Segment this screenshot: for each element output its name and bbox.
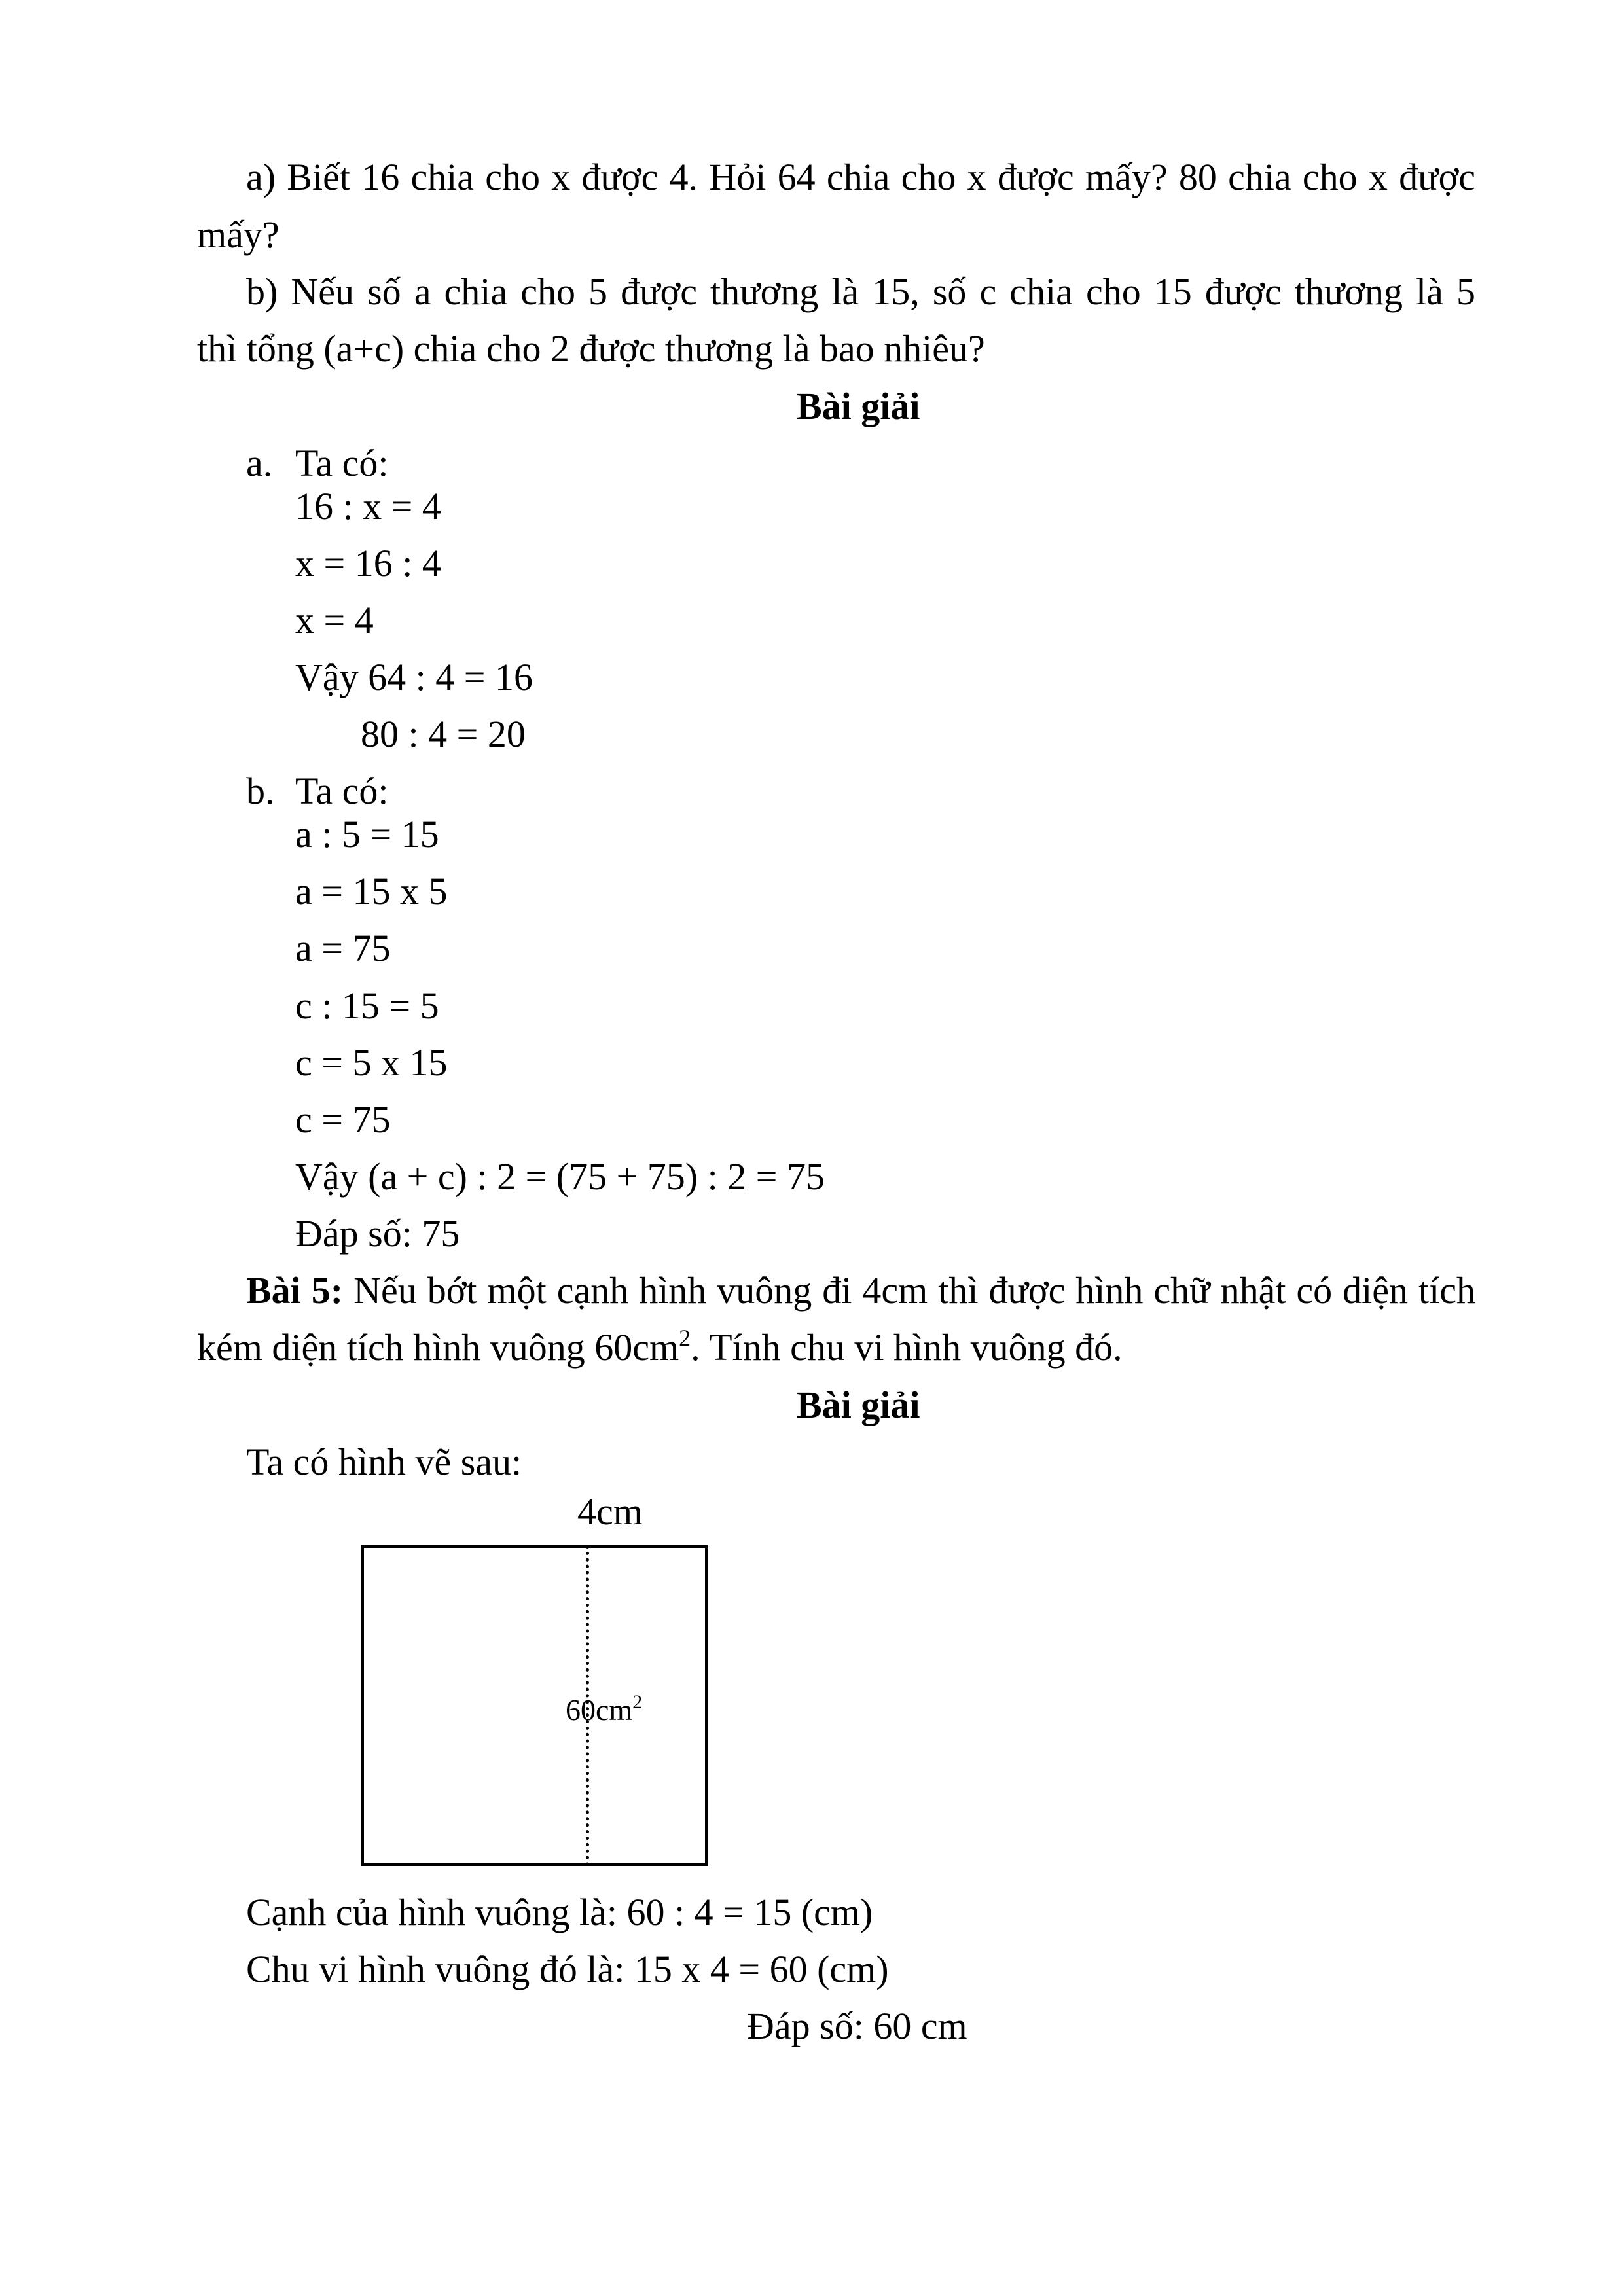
problem-5-label: Bài 5: [246, 1269, 344, 1312]
part-a-text-line1: a) Biết 16 chia cho x được 4. Hỏi 64 chia cho x được mấy? 80 chia cho x được [246, 156, 1475, 198]
square-figure [361, 1545, 708, 1866]
area-value: 60cm [566, 1693, 633, 1727]
solution-line: Cạnh của hình vuông là: 60 : 4 = 15 (cm) [246, 1891, 873, 1933]
figure-top-label: 4cm [577, 1490, 643, 1533]
solution-a-step: x = 16 : 4 [295, 542, 441, 584]
solution-b-intro: Ta có: [295, 770, 389, 812]
solution-a-step: 16 : x = 4 [295, 485, 441, 528]
part-b-text-line2: thì tổng (a+c) chia cho 2 được thương là bao nhiêu? [197, 327, 985, 370]
superscript: 2 [679, 1325, 691, 1351]
problem-5-line1 [246, 1268, 1475, 1314]
problem-5-line2 [197, 1325, 1123, 1371]
final-answer: Đáp số: 60 cm [747, 2005, 967, 2047]
solution-b-answer: Đáp số: 75 [295, 1212, 460, 1255]
problem-5-text-after: . Tính chu vi hình vuông đó. [691, 1326, 1123, 1369]
figure-area-label [566, 1692, 642, 1729]
solution-line: Chu vi hình vuông đó là: 15 x 4 = 60 (cm) [246, 1948, 889, 1990]
solution-a-step: x = 4 [295, 599, 374, 641]
solution-a-step: 80 : 4 = 20 [361, 713, 526, 755]
solution-b-step: a = 15 x 5 [295, 870, 448, 912]
solution-b-step: a = 75 [295, 927, 391, 969]
solution-b-step: c = 75 [295, 1098, 391, 1141]
solution-b-step: a : 5 = 15 [295, 813, 439, 855]
solution-heading: Bài giải [797, 1384, 920, 1426]
part-a-text-line2: mấy? [197, 213, 280, 256]
part-b-text-line1: b) Nếu số a chia cho 5 được thương là 15, số c chia cho 15 được thương là 5 [246, 270, 1475, 313]
solution-b-step: c = 5 x 15 [295, 1041, 448, 1084]
solution-heading: Bài giải [797, 385, 920, 427]
superscript: 2 [632, 1691, 643, 1713]
list-marker-b: b. [246, 770, 275, 812]
solution-a-intro: Ta có: [295, 442, 389, 484]
problem-5-text: Nếu bớt một cạnh hình vuông đi 4cm thì được hình chữ nhật có diện tích [343, 1269, 1475, 1312]
figure-intro: Ta có hình vẽ sau: [246, 1441, 522, 1483]
solution-b-step: Vậy (a + c) : 2 = (75 + 75) : 2 = 75 [295, 1155, 825, 1198]
solution-a-step: Vậy 64 : 4 = 16 [295, 656, 533, 698]
problem-5-text-before: kém diện tích hình vuông 60cm [197, 1326, 679, 1369]
solution-b-step: c : 15 = 5 [295, 984, 439, 1027]
list-marker-a: a. [246, 442, 273, 484]
